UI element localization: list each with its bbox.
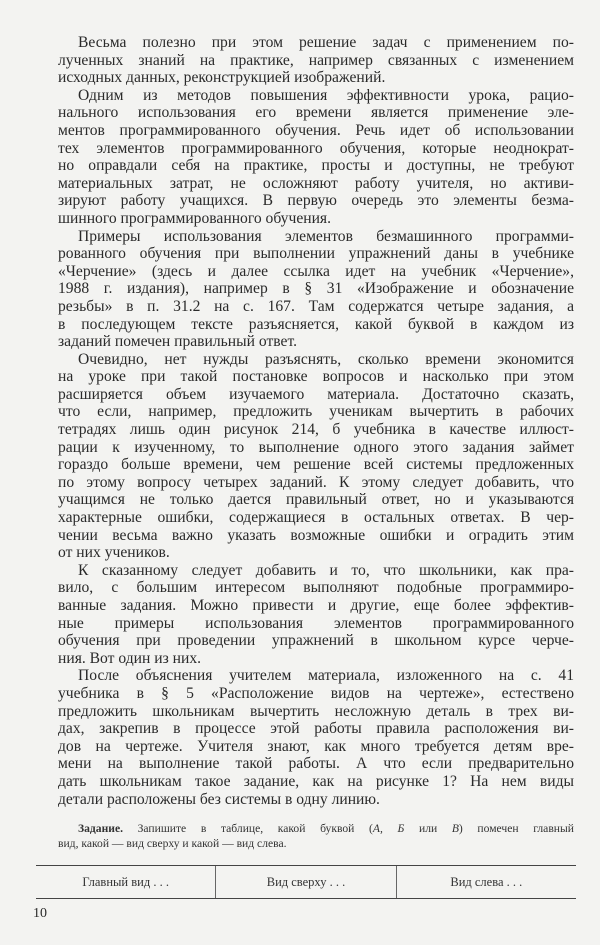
task-letter: В [451,822,459,835]
text-line: учебника в § 5 «Расположение видов на чертеже», естествено [58,684,574,702]
paragraph [58,351,574,562]
text-line: учащимся не только дается правильный ответ, но и указываются [58,491,574,509]
text-line: обучения при проведении упражнений в школьном курсе черче- [58,632,574,650]
text-line: ванные задания. Можно привести и другие, еще более эффектив- [58,597,574,614]
paragraph [58,562,574,668]
text-line: ные примеры использования элементов программированного [58,614,574,632]
task-label: Задание. [78,822,123,835]
text-line: зируют работу учащихся. В первую очередь это элементы безма- [58,192,574,210]
text-line: детали расположены без системы в одну линию. [58,790,380,808]
text-line: Примеры использования элементов безмашинного программи- [78,227,574,245]
text-line: гораздо больше времени, чем решение всей системы предложенных [58,456,574,474]
text-line: К сказанному следует добавить и то, что школьники, как пра- [78,561,574,579]
text-line: материальных затрат, не осложняют работу учителя, но активи- [58,174,574,192]
text-line: шинного программированного обучения. [58,209,331,227]
answer-table [36,865,576,899]
text-line: характерные ошибки, содержащиеся в остальных ответах. В чер- [58,509,574,527]
text-line: исходных данных, реконструкцией изображений. [58,69,386,87]
body-text [58,34,574,808]
text-line: тетрадях лишь один рисунок 214, б учебника в качестве иллюст- [58,421,574,439]
task-text: или [404,822,452,835]
task-block [58,821,574,851]
text-line: в последующем тексте разъясняется, какой буквой в каждом из [58,315,574,333]
text-line: рованного обучения при выполнении упражнений даны в учебнике [58,245,574,263]
text-line: расширяется объем изучаемого материала. Достаточно сказать, [58,385,574,403]
cell-main-view: Главный вид . . . [82,874,169,889]
paragraph [58,228,574,351]
task-letters: А, Б [372,822,405,835]
paragraph [58,34,574,87]
text-line: ния. Вот один из них. [58,649,202,667]
paragraph [58,667,574,808]
text-line: резьбы» в п. 31.2 на с. 167. Там содержатся четыре задания, а [58,297,574,315]
text-line: нального использования его времени является применение эле- [58,104,574,122]
text-line: на уроке при такой постановке вопросов и насколько при этом [58,368,574,386]
text-line: заданий помечен правильный ответ. [58,333,297,351]
text-line: но оправдали себя на практике, просты и доступны, не требуют [58,157,574,175]
text-line: мени на выполнение такой работы. А что если предварительно [58,755,574,773]
text-line: дать школьникам такое задание, как на рисунке 1? На нем виды [58,772,574,790]
text-line: вило, с большим интересом выполняют подобные программиро- [58,579,574,597]
paragraph [58,87,574,228]
text-line: дах, закрепив в процессе этой работы правила расположения ви- [58,720,574,738]
text-line: чении весьма важно указать возможные ошибки и оградить этим [58,526,574,544]
text-line: 1988 г. издания), например в § 31 «Изображение и обозначение [58,280,574,298]
text-line: «Черчение» (здесь и далее ссылка идет на учебник «Черчение», [58,262,574,280]
text-line: рации к изученному, то выполнение одного этого задания займет [58,438,574,456]
task-text-line: вид, какой — вид сверху и какой — вид слева. [58,837,287,850]
text-line: тех элементов программированного обучения, которые неоднократ- [58,139,574,157]
text-line: что если, например, предложить ученикам вычертить в рабочих [58,403,574,421]
cell-left-view: Вид слева . . . [396,866,576,898]
text-line: После объяснения учителем материала, изложенного на с. 41 [78,667,574,685]
task-text: ) помечен главный [458,822,574,835]
text-line: Весьма полезно при этом решение задач с применением по- [78,34,574,51]
text-line: ментов программированного обучения. Речь идет об использовании [58,121,574,139]
task-text: Запишите в таблице, какой буквой ( [122,822,373,835]
page-number: 10 [33,906,47,921]
text-line: Очевидно, нет нужды разъяснять, сколько времени экономится [78,350,574,368]
text-line: лученных знаний на практике, например связанных с изменением [58,51,574,69]
text-line: предложить школьникам вычертить несложную деталь в трех ви- [58,702,574,720]
text-line: дов на чертеже. Учителя знают, как много требуется детям вре- [58,737,574,755]
text-line: Одним из методов повышения эффективности урока, рацио- [78,86,574,104]
text-line: по этому вопросу четырех заданий. К этому следует добавить, что [58,473,574,491]
text-line: от них учеников. [58,544,170,562]
cell-top-view: Вид сверху . . . [215,866,395,898]
